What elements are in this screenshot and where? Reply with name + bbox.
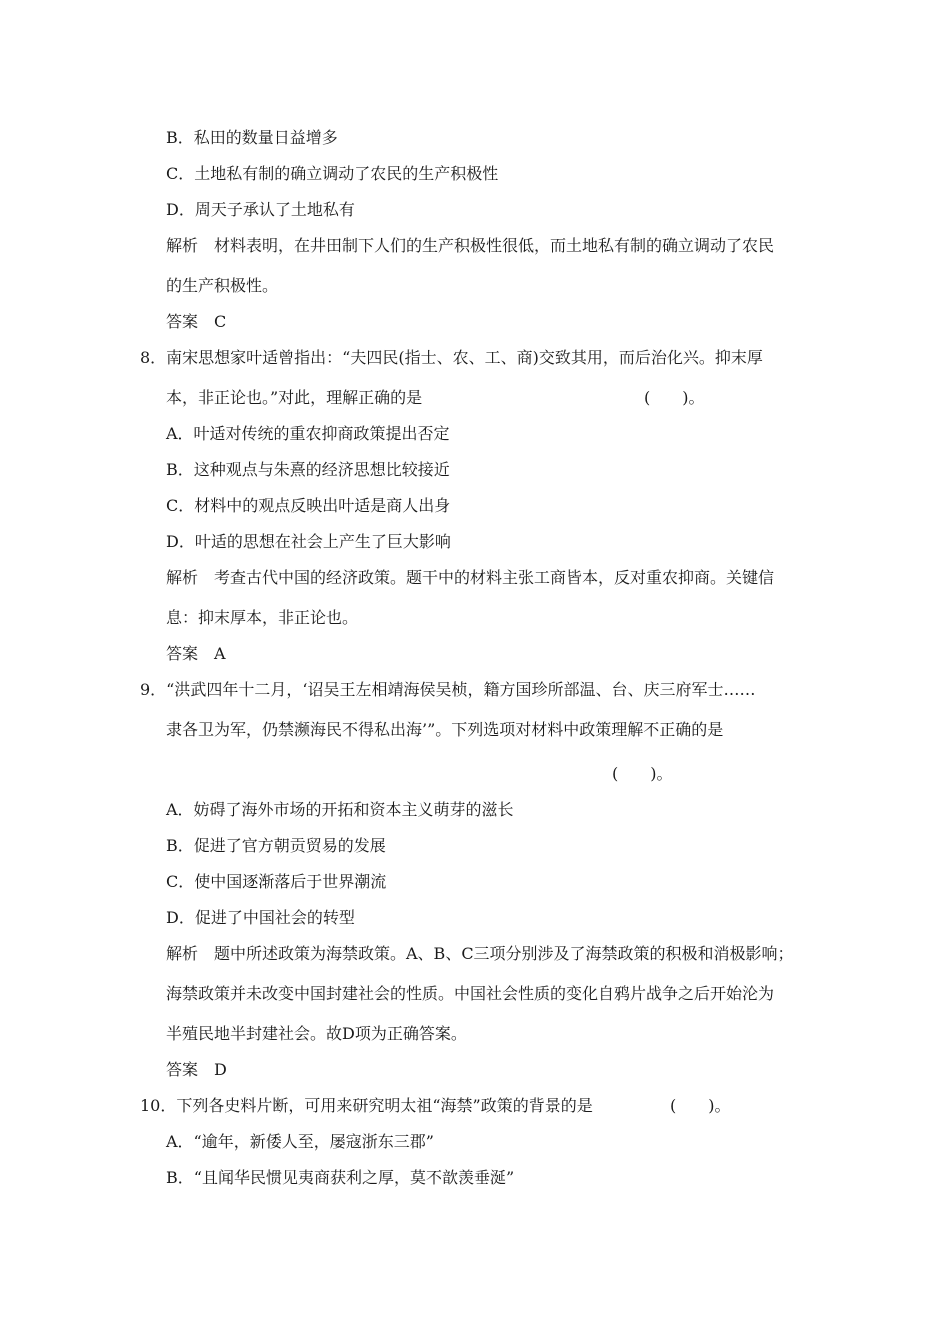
q10-option-a: A．“逾年，新倭人至，屡寇浙东三郡”	[166, 1132, 434, 1151]
q9-option-c: C．使中国逐渐落后于世界潮流	[166, 872, 387, 891]
q9-analysis-line2: 海禁政策并未改变中国封建社会的性质。中国社会性质的变化自鸦片战争之后开始沦为	[166, 984, 775, 1003]
q9-answer: 答案 D	[166, 1060, 227, 1079]
q9-analysis-line3: 半殖民地半封建社会。故D项为正确答案。	[166, 1024, 467, 1043]
q9-stem-line2: 隶各卫为军，仍禁濒海民不得私出海’”。下列选项对材料中政策理解不正确的是	[166, 720, 724, 739]
q10-option-b: B．“且闻华民惯见夷商获利之厚，莫不歆羡垂涎”	[166, 1168, 515, 1187]
q8-analysis-line1: 解析 考查古代中国的经济政策。题干中的材料主张工商皆本，反对重农抑商。关键信	[166, 568, 775, 587]
q9-analysis-line1: 解析 题中所述政策为海禁政策。A、B、C三项分别涉及了海禁政策的积极和消极影响；	[166, 944, 794, 963]
q8-option-a: A．叶适对传统的重农抑商政策提出否定	[166, 424, 450, 443]
q7-option-d: D．周天子承认了土地私有	[166, 200, 355, 219]
q8-stem-line1: 8．南宋思想家叶适曾指出：“夫四民(指士、农、工、商)交致其用，而后治化兴。抑末厚	[140, 348, 763, 367]
q7-answer: 答案 C	[166, 312, 227, 331]
q9-answer-paren: ( )。	[612, 764, 673, 783]
q7-option-b: B．私田的数量日益增多	[166, 128, 338, 147]
q8-answer-paren: ( )。	[644, 388, 705, 407]
q8-option-b: B．这种观点与朱熹的经济思想比较接近	[166, 460, 450, 479]
q10-stem-line1: 10．下列各史料片断，可用来研究明太祖“海禁”政策的背景的是	[140, 1096, 593, 1115]
q8-option-d: D．叶适的思想在社会上产生了巨大影响	[166, 532, 451, 551]
q7-option-c: C．土地私有制的确立调动了农民的生产积极性	[166, 164, 499, 183]
q7-analysis-line2: 的生产积极性。	[166, 276, 279, 295]
q9-option-d: D．促进了中国社会的转型	[166, 908, 355, 927]
q9-option-b: B．促进了官方朝贡贸易的发展	[166, 836, 386, 855]
q8-stem-line2: 本，非正论也。”对此，理解正确的是	[166, 388, 423, 407]
q8-analysis-line2: 息：抑末厚本，非正论也。	[166, 608, 359, 627]
q8-option-c: C．材料中的观点反映出叶适是商人出身	[166, 496, 451, 515]
q8-answer: 答案 A	[166, 644, 226, 663]
q9-option-a: A．妨碍了海外市场的开拓和资本主义萌芽的滋长	[166, 800, 514, 819]
q10-answer-paren: ( )。	[670, 1096, 731, 1115]
q7-analysis-line1: 解析 材料表明，在井田制下人们的生产积极性很低，而土地私有制的确立调动了农民	[166, 236, 775, 255]
q9-stem-line1: 9．“洪武四年十二月，‘诏吴王左相靖海侯吴桢，籍方国珍所部温、台、庆三府军士……	[140, 680, 756, 699]
